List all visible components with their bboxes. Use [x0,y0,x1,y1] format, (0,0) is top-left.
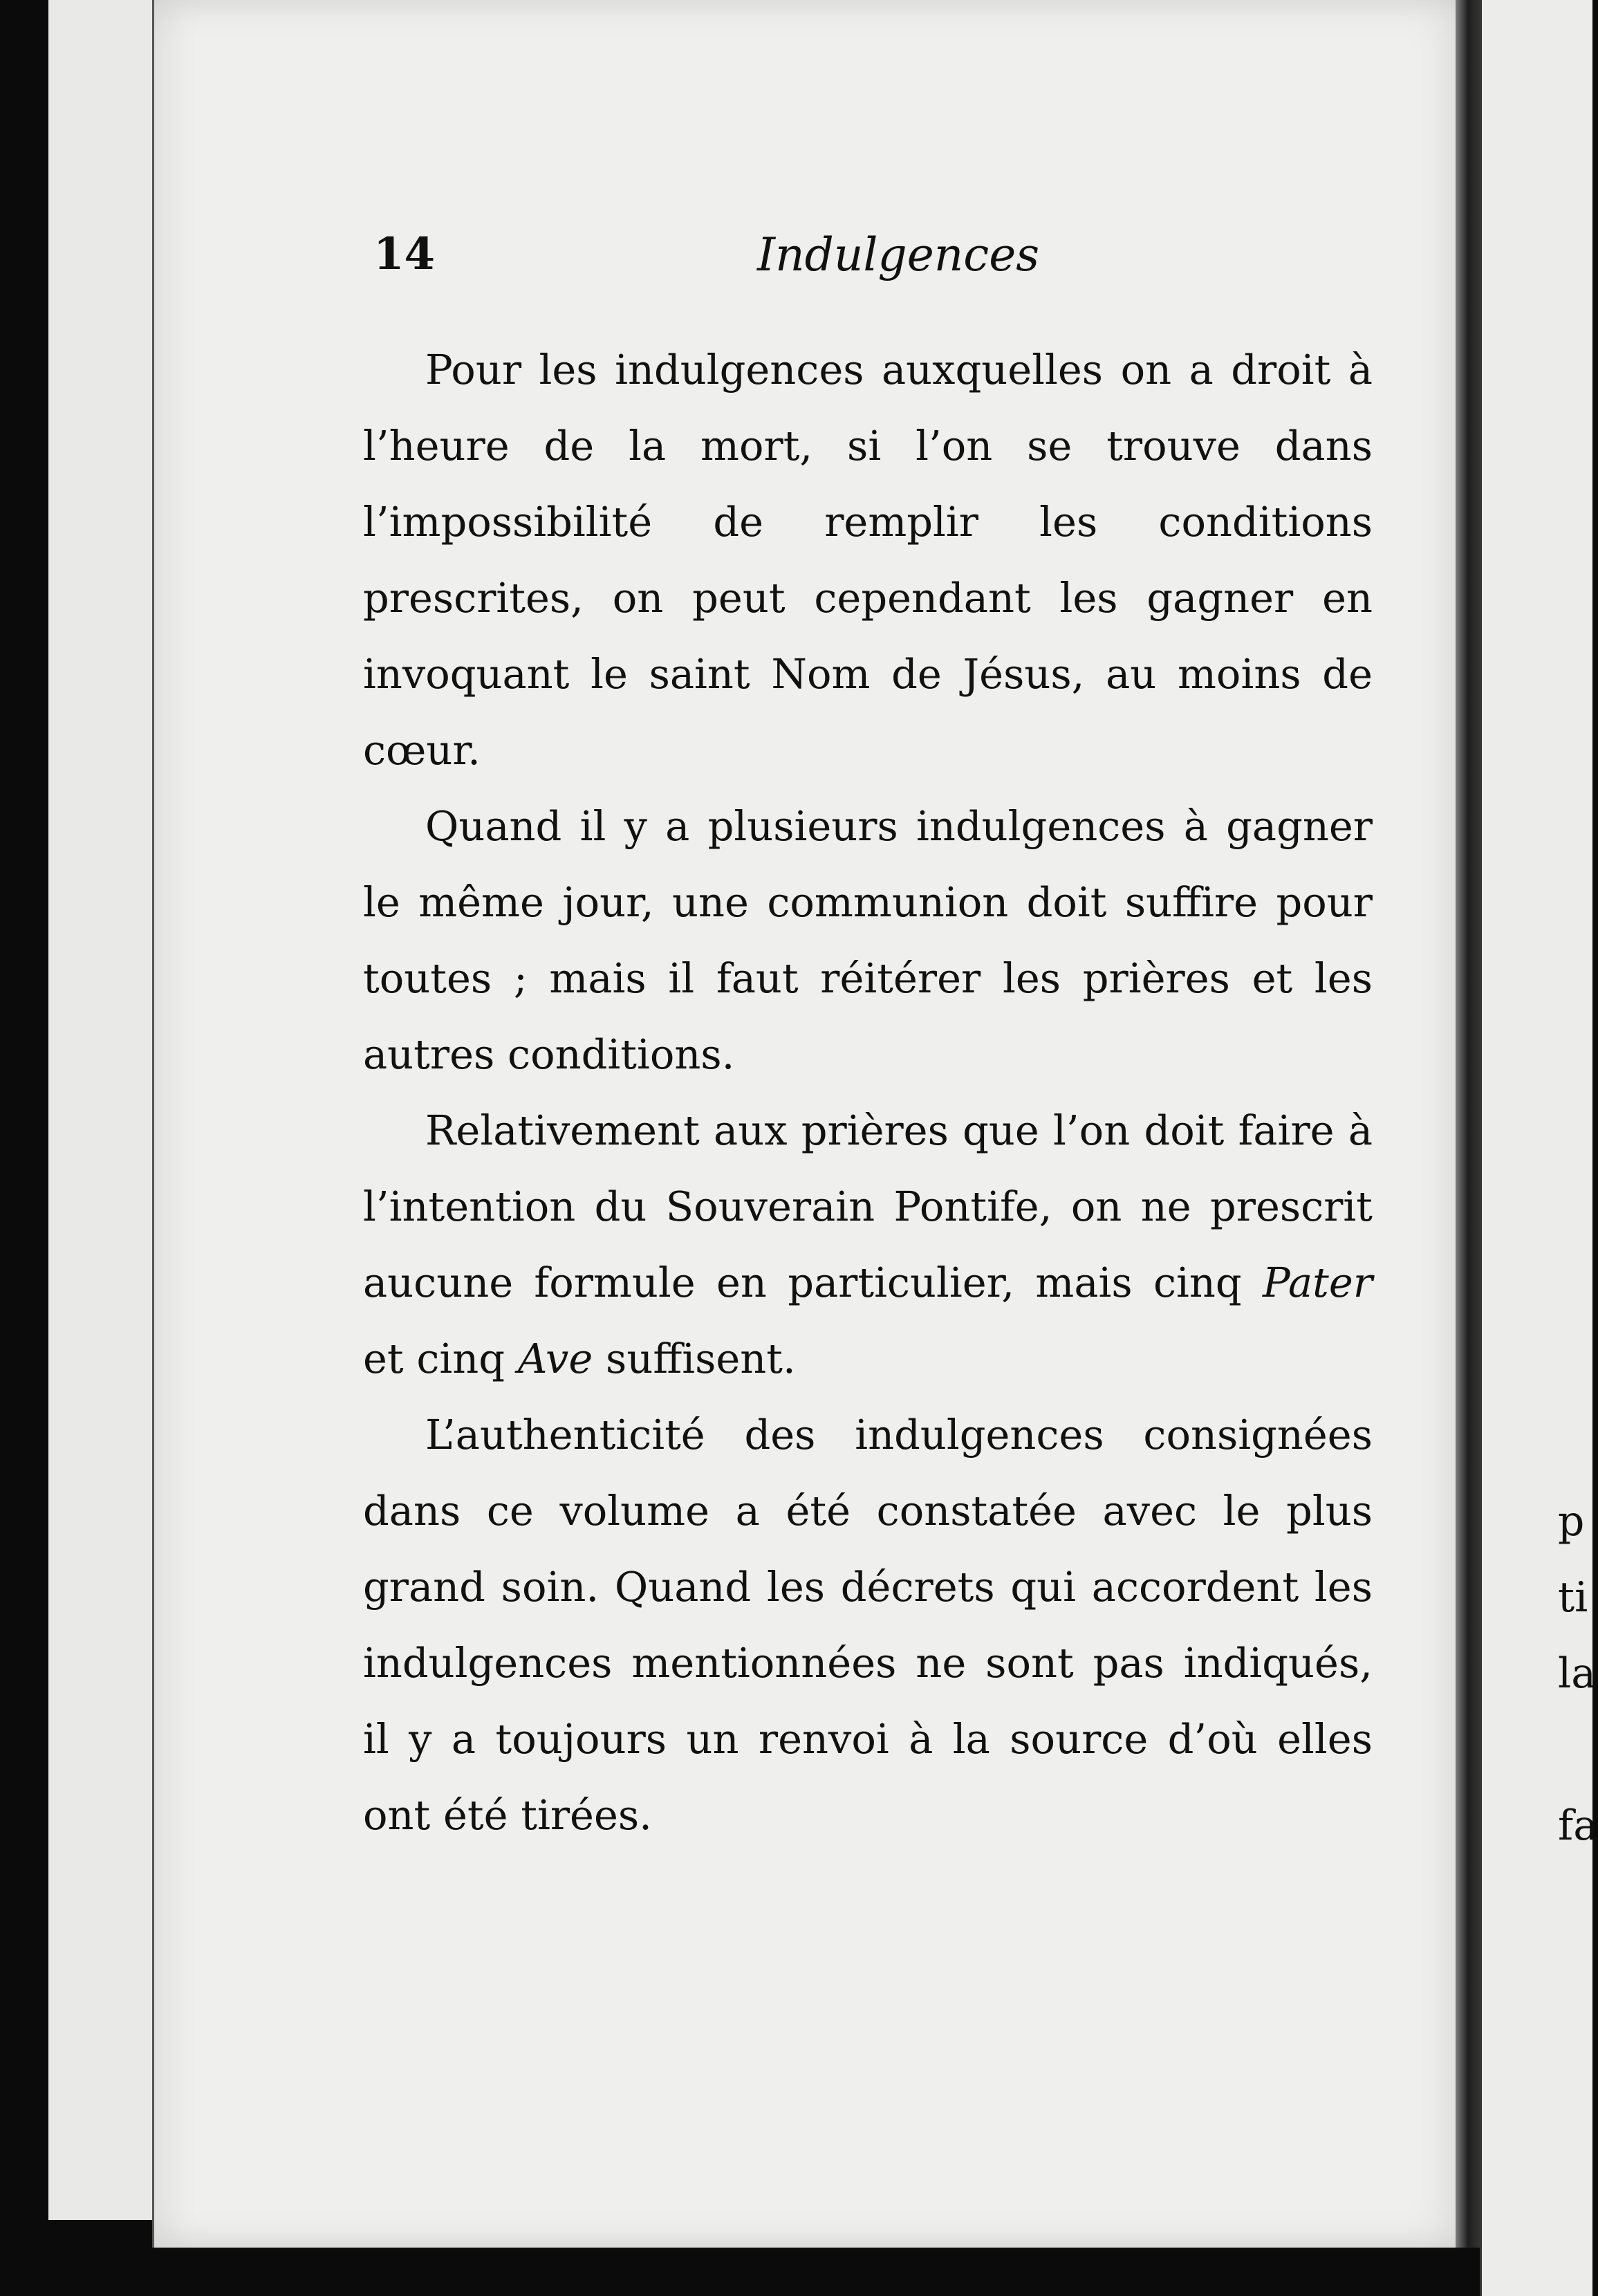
page-number: 14 [373,228,436,280]
book-gutter [1456,0,1483,2296]
page-header [373,228,1390,304]
paragraph-3-text-start: Relativement aux prières que l’on doit faire à l’intention du Souverain Pontife, on ne prescrit aucune formule en particulier, mais cinq [363,1107,1373,1306]
paragraph-3 [363,1093,1373,1397]
paragraph-3-text-end: suffisent. [593,1335,796,1382]
paragraph-4: L’authenticité des indulgences consignées dans ce volume a été constatée avec le plus grand soin. Quand les décrets qui accordent les indulgences mentionnées ne sont pas indiqués, il y a toujours un renvoi à la source d’où elles ont été tirées. [363,1411,1373,1839]
scan-bottom-border [0,2248,1480,2296]
ave-italic: Ave [517,1335,593,1382]
pater-italic: Pater [1262,1259,1373,1306]
facing-page-fragment: ti [1558,1573,1588,1622]
paragraph-3-text-middle: et cinq [363,1335,518,1382]
facing-page-fragment: la [1558,1649,1596,1698]
facing-page-fragment: fa [1558,1802,1598,1850]
paragraph-2: Quand il y a plusieurs indulgences à gagner le même jour, une communion doit suffire pour toutes ; mais il faut réitérer les prières et les autres conditions. [363,802,1373,1078]
paragraph-1: Pour les indulgences auxquelles on a droit à l’heure de la mort, si l’on se trouve dans l’impossibilité de remplir les conditions prescrites, on peut cependant les gagner en invoquant le saint Nom de Jésus, au moins de cœur. [363,346,1373,774]
facing-page-fragment: p [1558,1497,1585,1546]
running-title: Indulgences [757,228,1040,281]
facing-page [1480,0,1598,2296]
body-text [363,332,1373,1853]
